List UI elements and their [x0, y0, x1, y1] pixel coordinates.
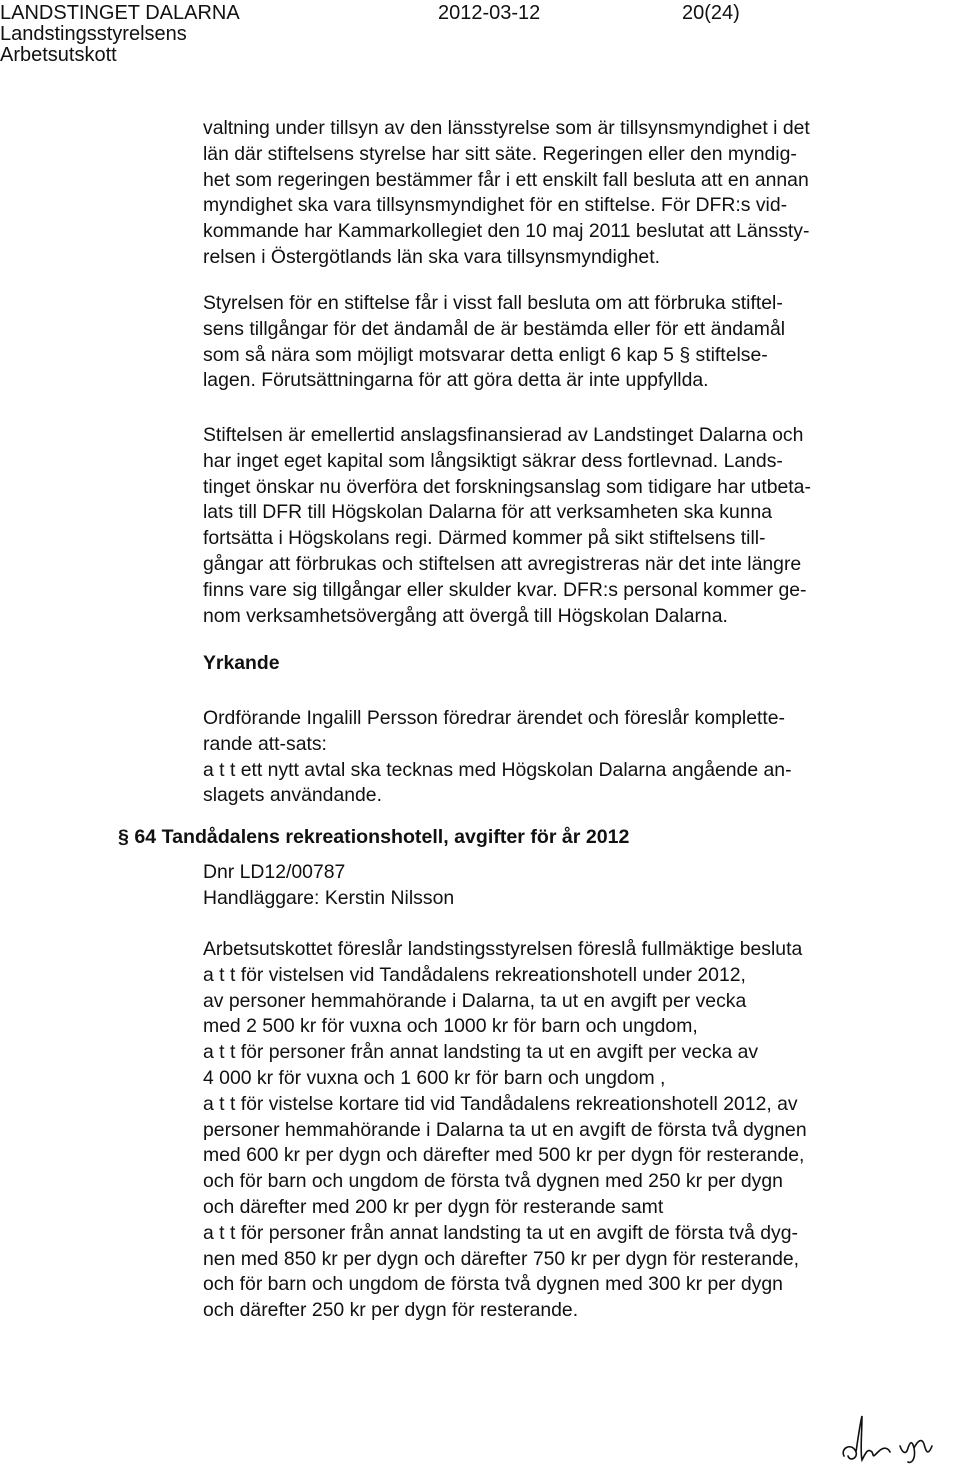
case-officer: Handläggare: Kerstin Nilsson [203, 886, 455, 909]
handwritten-initials-signature [838, 1412, 938, 1468]
text-line: 4 000 kr för vuxna och 1 600 kr för barn och ungdom , [203, 1066, 666, 1089]
text-line: valtning under tillsyn av den länsstyrelse som är tillsynsmyndighet i det [203, 117, 810, 139]
text-line: av personer hemmahörande i Dalarna, ta ut en avgift per vecka [203, 989, 747, 1012]
text-line: a t t ett nytt avtal ska tecknas med Högskolan Dalarna angående an- [203, 758, 792, 781]
yrkande-text [203, 706, 903, 809]
text-line: fortsätta i Högskolans regi. Därmed kommer på sikt stiftelsens till- [203, 527, 766, 550]
text-line: gångar att förbrukas och stiftelsen att avregistreras när det inte längre [203, 552, 802, 575]
text-line: Ordförande Ingalill Persson föredrar ärendet och föreslår komplette- [203, 707, 786, 729]
header-committee: Arbetsutskott [0, 44, 117, 66]
text-line: har inget eget kapital som långsiktigt säkrar dess fortlevnad. Lands- [203, 449, 783, 472]
text-line: Stiftelsen är emellertid anslagsfinansierad av Landstinget Dalarna och [203, 424, 804, 446]
text-line: lagen. Förutsättningarna för att göra detta är inte uppfyllda. [203, 369, 709, 392]
paragraph-board-decision [203, 291, 903, 394]
text-line: med 600 kr per dygn och därefter med 500 kr per dygn för resterande, [203, 1144, 805, 1167]
text-line: het som regeringen bestämmer får i ett enskilt fall besluta att en annan [203, 168, 809, 191]
text-line: Styrelsen för en stiftelse får i visst fall besluta om att förbruka stiftel- [203, 292, 783, 314]
text-line: sens tillgångar för det ändamål de är bestämda eller för ett ändamål [203, 317, 786, 340]
text-line: relsen i Östergötlands län ska vara tillsynsmyndighet. [203, 245, 660, 268]
header-board: Landstingsstyrelsens [0, 23, 187, 45]
text-line: a t t för vistelsen vid Tandådalens rekreationshotell under 2012, [203, 963, 746, 986]
case-info [203, 860, 903, 912]
section-64-proposal [203, 937, 903, 1324]
text-line: nom verksamhetsövergång att övergå till Högskolan Dalarna. [203, 604, 728, 627]
case-number: Dnr LD12/00787 [203, 861, 346, 883]
header-page-number: 20(24) [682, 2, 740, 24]
text-line: rande att-sats: [203, 732, 327, 755]
text-line: tinget önskar nu överföra det forskningsanslag som tidigare har utbeta- [203, 475, 811, 498]
yrkande-heading: Yrkande [203, 652, 280, 674]
text-line: med 2 500 kr för vuxna och 1000 kr för barn och ungdom, [203, 1015, 698, 1038]
text-line: län där stiftelsens styrelse har sitt säte. Regeringen eller den myndig- [203, 142, 797, 165]
text-line: a t t för vistelse kortare tid vid Tandådalens rekreationshotell 2012, av [203, 1092, 798, 1115]
header-date: 2012-03-12 [438, 2, 541, 24]
text-line: nen med 850 kr per dygn och därefter 750 kr per dygn för resterande, [203, 1247, 800, 1270]
paragraph-supervision [203, 116, 903, 271]
text-line: slagets användande. [203, 784, 382, 807]
section-64-title: § 64 Tandådalens rekreationshotell, avgifter för år 2012 [118, 826, 630, 848]
text-line: personer hemmahörande i Dalarna ta ut en avgift de första två dygnen [203, 1118, 807, 1141]
paragraph-funding [203, 423, 903, 629]
text-line: finns vare sig tillgångar eller skulder kvar. DFR:s personal kommer ge- [203, 578, 807, 601]
text-line: som så nära som möjligt motsvarar detta enligt 6 kap 5 § stiftelse- [203, 343, 768, 366]
text-line: och för barn och ungdom de första två dygnen med 300 kr per dygn [203, 1273, 783, 1296]
text-line: lats till DFR till Högskolan Dalarna för att verksamheten ska kunna [203, 501, 773, 524]
text-line: och för barn och ungdom de första två dygnen med 250 kr per dygn [203, 1170, 783, 1193]
text-line: a t t för personer från annat landsting ta ut en avgift de första två dyg- [203, 1221, 798, 1244]
header-org: LANDSTINGET DALARNA [0, 2, 240, 24]
text-line: myndighet ska vara tillsynsmyndighet för en stiftelse. För DFR:s vid- [203, 194, 788, 217]
text-line: kommande har Kammarkollegiet den 10 maj 2011 beslutat att Länssty- [203, 220, 810, 243]
text-line: och därefter med 200 kr per dygn för resterande samt [203, 1195, 664, 1218]
text-line: a t t för personer från annat landsting ta ut en avgift per vecka av [203, 1041, 759, 1064]
text-line: och därefter 250 kr per dygn för resterande. [203, 1299, 579, 1322]
text-line: Arbetsutskottet föreslår landstingsstyrelsen föreslå fullmäktige besluta [203, 938, 803, 960]
